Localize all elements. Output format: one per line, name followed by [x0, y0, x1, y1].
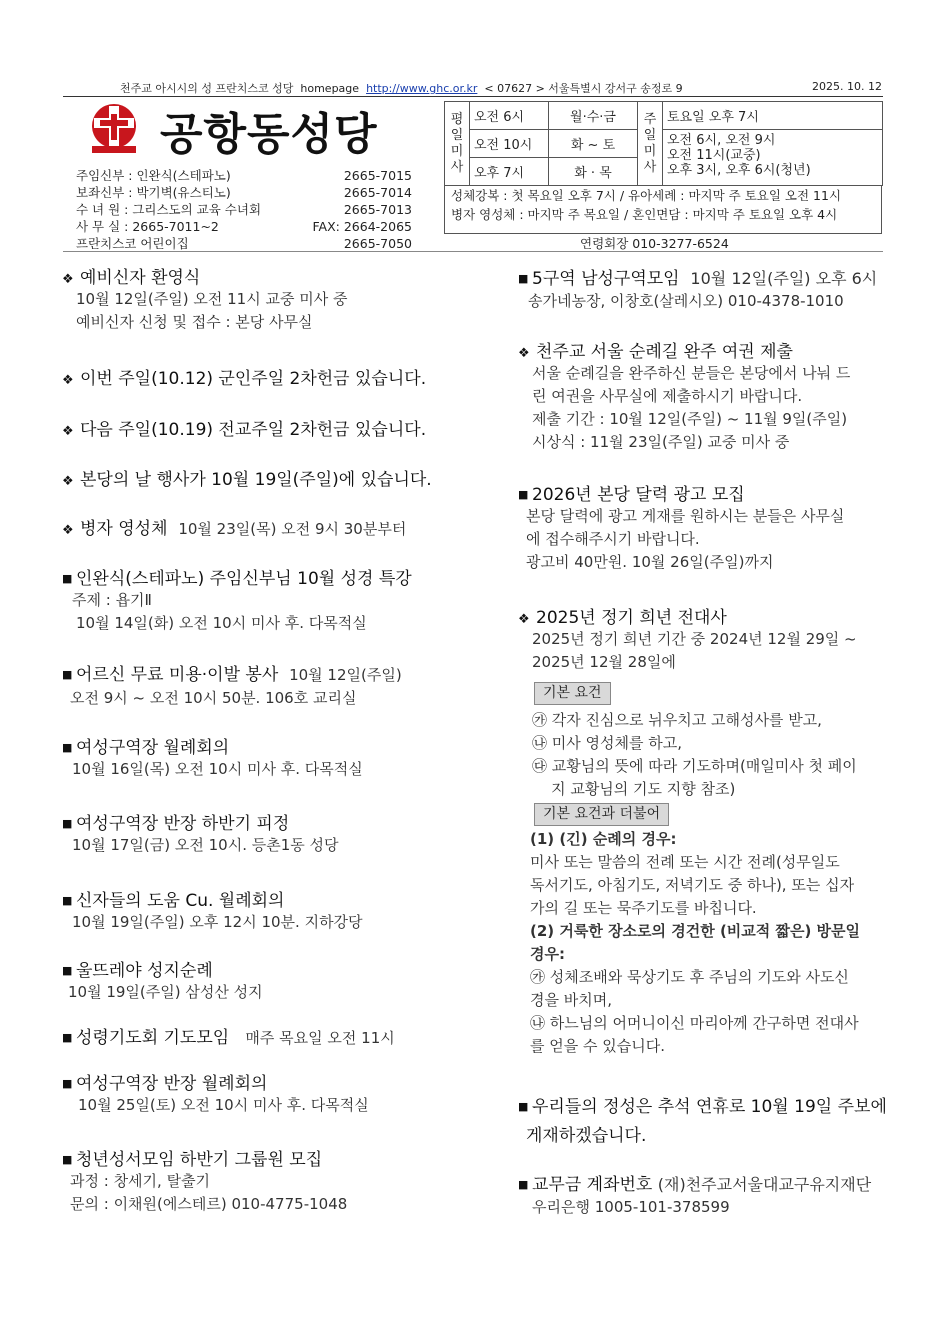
notice-title: 청년성서모임 하반기 그룹원 모집 [76, 1150, 323, 1170]
funeral-leader-contact: 연령회장 010-3277-6524 [580, 236, 729, 251]
requirement-line: ㉰ 교황님의 뜻에 따라 기도하며(매일미사 첫 페이 [532, 757, 857, 775]
notice-womens-retreat [62, 809, 339, 857]
notice-line: 예비신자 신청 및 접수 : 본당 사무실 [76, 313, 313, 331]
notice-line: 에 접수해주시기 바랍니다. [526, 530, 700, 548]
notice-line: 2025년 정기 희년 기간 중 2024년 12월 29일 ~ [532, 630, 857, 648]
diamond-bullet-icon: ❖ [62, 523, 74, 538]
staff-phone: 2665-7050 [343, 236, 412, 251]
notice-line: 시상식 : 11월 23일(주일) 교중 미사 중 [532, 433, 790, 451]
notice-title: 천주교 서울 순례길 완주 여권 제출 [536, 342, 793, 362]
condition-title: 경우: [530, 945, 565, 963]
condition-line: 독서기도, 아침기도, 저녁기도 중 하나), 또는 십자 [530, 876, 855, 894]
diamond-bullet-icon: ❖ [518, 612, 530, 627]
condition-line: ㉯ 하느님의 어머니이신 마리아께 간구하면 전대사 [530, 1014, 859, 1032]
weekday-time: 오후 7시 [470, 158, 549, 186]
weekday-time: 오전 10시 [470, 130, 549, 158]
staff-phone: 2665-7015 [343, 168, 412, 183]
notice-title: 이번 주일(10.12) 군인주일 2차헌금 있습니다. [80, 369, 427, 389]
sacrament-info [444, 186, 882, 234]
notice-line: 제출 기간 : 10월 12일(주일) ~ 11월 9일(주일) [532, 410, 848, 428]
staff-phone: 2665-7013 [343, 202, 412, 217]
parish-logo-icon [90, 102, 138, 154]
parish-full-name: 천주교 아시시의 성 프란치스코 성당 [120, 82, 294, 95]
notice-line: 서울 순례길을 완주하신 분들은 본당에서 나눠 드 [532, 364, 851, 382]
staff-role: 사 무 실 : 2665-7011~2 [76, 219, 219, 234]
notice-line: 주제 : 욥기Ⅱ [72, 591, 152, 609]
staff-row [76, 184, 412, 201]
notice-line: 송가네농장, 이창호(살레시오) 010-4378-1010 [528, 292, 844, 310]
basic-requirements-tag: 기본 요건 [534, 682, 611, 705]
square-bullet-icon: ■ [518, 1178, 529, 1191]
notice-inline: 10월 23일(목) 오전 9시 30분부터 [178, 520, 407, 538]
notice-help-cu-meeting [62, 886, 363, 934]
notice-title: 여성구역장 반장 월례회의 [76, 1074, 268, 1094]
square-bullet-icon: ■ [62, 572, 73, 585]
condition-line: ㉮ 성체조배와 묵상기도 후 주님의 기도와 사도신 [530, 968, 849, 986]
notice-parish-day [62, 465, 432, 490]
condition-title: (1) (긴) 순례의 경우: [530, 830, 677, 848]
diamond-bullet-icon: ❖ [62, 474, 74, 489]
notice-line: 린 여권을 사무실에 제출하시기 바랍니다. [532, 387, 803, 405]
condition-line: 를 얻을 수 있습니다. [530, 1037, 665, 1055]
sunday-line: 오후 3시, 오후 6시(청년) [667, 163, 811, 178]
staff-role: 보좌신부 : 박기벽(유스티노) [76, 185, 231, 200]
additional-requirements-tag: 기본 요건과 더불어 [534, 803, 669, 826]
notice-title: 신자들의 도움 Cu. 월례회의 [76, 891, 285, 911]
mass-schedule-table [444, 101, 883, 186]
requirement-line: ㉯ 미사 영성체를 하고, [532, 734, 682, 752]
notice-title: 병자 영성체 [80, 519, 168, 539]
notice-title: 인완식(스테파노) 주임신부님 10월 성경 특강 [76, 569, 412, 589]
notice-title: 여성구역장 월례회의 [76, 738, 230, 758]
square-bullet-icon: ■ [518, 1100, 529, 1113]
condition-line: 가의 길 또는 묵주기도를 바칩니다. [530, 899, 757, 917]
staff-row [76, 235, 412, 252]
section-divider [63, 251, 883, 252]
requirement-line: 지 교황님의 기도 지향 참조) [532, 780, 736, 798]
square-bullet-icon: ■ [62, 741, 73, 754]
diamond-bullet-icon: ❖ [62, 424, 74, 439]
square-bullet-icon: ■ [62, 668, 73, 681]
notice-title: 2025년 정기 희년 전대사 [536, 608, 727, 628]
notice-line: 10월 16일(목) 오전 10시 미사 후. 다목적실 [72, 760, 363, 778]
notice-line: 10월 19일(주일) 삼성산 성지 [68, 983, 263, 1001]
notice-calendar-ads [518, 480, 844, 574]
staff-list [76, 167, 412, 252]
sunday-line: 오전 11시(교중) [667, 148, 761, 163]
condition-title: (2) 거룩한 장소로의 경건한 (비교적 짧은) 방문일 [530, 922, 861, 940]
notice-line: 오전 9시 ~ 오전 10시 50분. 106호 교리실 [70, 689, 357, 707]
parish-name-title: 공항동성당 [160, 109, 378, 160]
diamond-bullet-icon: ❖ [518, 346, 530, 361]
sunday-mass-label [638, 102, 663, 186]
weekday-days: 월·수·금 [549, 102, 638, 130]
notice-title: 예비신자 환영식 [80, 268, 201, 288]
square-bullet-icon: ■ [518, 488, 529, 501]
square-bullet-icon: ■ [62, 1031, 73, 1044]
notice-prayer-meeting [62, 1023, 395, 1050]
issue-date: 2025. 10. 12 [812, 80, 882, 93]
notice-line: 광고비 40만원. 10월 26일(주일)까지 [526, 553, 774, 571]
notice-title: 5구역 남성구역모임 [532, 269, 680, 289]
condition-line: 미사 또는 말씀의 전례 또는 시간 전례(성무일도 [530, 853, 840, 871]
notice-jubilee-indulgence [518, 603, 860, 1058]
notice-free-haircut [62, 660, 402, 710]
notice-line: 2025년 12월 28일에 [532, 653, 676, 671]
header-line [120, 80, 683, 96]
notice-pilgrimage-passport [518, 337, 850, 454]
notice-bank-account [518, 1170, 871, 1219]
notice-inline: 매주 목요일 오전 11시 [245, 1029, 395, 1047]
square-bullet-icon: ■ [62, 894, 73, 907]
notice-offering-report [518, 1092, 887, 1146]
notice-catechumen-welcome [62, 263, 347, 334]
info-line: 성체강복 : 첫 목요일 오후 7시 / 유아세례 : 마지막 주 토요일 오전 11시 [451, 188, 842, 203]
square-bullet-icon: ■ [518, 272, 529, 285]
staff-phone: 2665-7014 [343, 185, 412, 200]
square-bullet-icon: ■ [62, 1153, 73, 1166]
notice-womens-monthly [62, 1069, 369, 1117]
notice-title: 성령기도회 기도모임 [76, 1028, 230, 1048]
notice-title: 우리들의 정성은 추석 연휴로 10월 19일 주보에 [532, 1097, 887, 1117]
notice-line: 10월 17일(금) 오전 10시. 등촌1동 성당 [72, 836, 339, 854]
notice-inline: (재)천주교서울대교구유지재단 [657, 1175, 872, 1194]
homepage-link[interactable]: http://www.ghc.or.kr [366, 82, 478, 95]
staff-role: 수 녀 원 : 그리스도의 교육 수녀회 [76, 202, 262, 217]
homepage-label: homepage [300, 82, 360, 95]
notice-youth-bible-group [62, 1145, 347, 1216]
notice-ultreya-pilgrimage [62, 956, 263, 1004]
notice-title: 울뜨레야 성지순례 [76, 961, 213, 981]
notice-title: 본당의 날 행사가 10월 19일(주일)에 있습니다. [80, 470, 432, 490]
vertical-label: 평일미사 [450, 111, 464, 175]
notice-title: 교무금 계좌번호 [532, 1175, 653, 1195]
notice-line: 우리은행 1005-101-378599 [532, 1198, 730, 1216]
staff-row [76, 218, 412, 235]
vertical-label: 주일미사 [643, 111, 657, 175]
notice-title: 여성구역장 반장 하반기 피정 [76, 814, 290, 834]
square-bullet-icon: ■ [62, 817, 73, 830]
weekday-days: 화 · 목 [549, 158, 638, 186]
condition-line: 경을 바치며, [530, 991, 612, 1009]
notice-military-sunday [62, 364, 426, 389]
notice-line: 문의 : 이채원(에스테르) 010-4775-1048 [70, 1195, 348, 1213]
diamond-bullet-icon: ❖ [62, 272, 74, 287]
square-bullet-icon: ■ [62, 964, 73, 977]
weekday-time: 오전 6시 [470, 102, 549, 130]
staff-row [76, 167, 412, 184]
staff-role: 프란치스코 어린이집 [76, 236, 189, 251]
staff-role: 주임신부 : 인완식(스테파노) [76, 168, 231, 183]
notice-title: 다음 주일(10.19) 전교주일 2차헌금 있습니다. [80, 420, 427, 440]
notice-line: 과정 : 창세기, 탈출기 [70, 1172, 211, 1190]
notice-line: 10월 25일(토) 오전 10시 미사 후. 다목적실 [78, 1096, 369, 1114]
sunday-mass-times [663, 130, 883, 186]
notice-district5-meeting [518, 264, 877, 313]
staff-phone: FAX: 2664-2065 [312, 219, 412, 234]
notice-line: 10월 12일(주일) 오전 11시 교중 미사 중 [76, 290, 348, 308]
notice-bible-lecture [62, 564, 412, 635]
address: < 07627 > 서울특별시 강서구 송정로 9 [484, 82, 683, 95]
header-divider [63, 96, 883, 97]
notice-sick-communion [62, 514, 406, 541]
notice-title: 2026년 본당 달력 광고 모집 [532, 485, 745, 505]
staff-row [76, 201, 412, 218]
notice-line: 본당 달력에 광고 게재를 원하시는 분들은 사무실 [526, 507, 845, 525]
notice-title-continued: 게재하겠습니다. [526, 1126, 647, 1146]
notice-mission-sunday [62, 415, 426, 440]
weekday-mass-label [445, 102, 470, 186]
notice-inline: 10월 12일(주일) 오후 6시 [690, 269, 878, 288]
info-line: 병자 영성체 : 마지막 주 목요일 / 혼인면담 : 마지막 주 토요일 오후 4시 [451, 207, 838, 222]
notice-line: 10월 14일(화) 오전 10시 미사 후. 다목적실 [76, 614, 367, 632]
notice-title: 어르신 무료 미용·이발 봉사 [76, 665, 279, 685]
square-bullet-icon: ■ [62, 1077, 73, 1090]
saturday-mass: 토요일 오후 7시 [663, 102, 883, 130]
notice-inline: 10월 12일(주일) [289, 666, 402, 684]
notice-line: 10월 19일(주일) 오후 12시 10분. 지하강당 [72, 913, 363, 931]
sunday-line: 오전 6시, 오전 9시 [667, 133, 776, 148]
requirement-line: ㉮ 각자 진심으로 뉘우치고 고해성사를 받고, [532, 711, 822, 729]
diamond-bullet-icon: ❖ [62, 373, 74, 388]
notice-womens-meeting [62, 733, 363, 781]
weekday-days: 화 ~ 토 [549, 130, 638, 158]
